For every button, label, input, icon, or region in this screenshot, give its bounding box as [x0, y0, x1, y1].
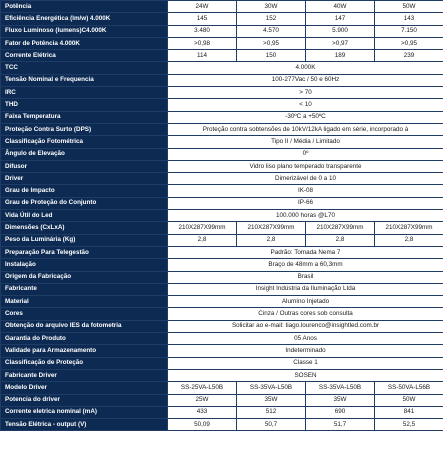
spec-value: 147 — [306, 13, 375, 25]
spec-value-merged: IK-08 — [168, 185, 443, 197]
spec-row — [1, 271, 443, 283]
spec-row — [1, 320, 443, 332]
spec-label: Faixa Temperatura — [1, 111, 168, 123]
spec-label: THD — [1, 99, 168, 111]
spec-value-merged: SOSEN — [168, 369, 443, 381]
spec-value-merged: Indeterminado — [168, 345, 443, 357]
spec-value-merged: Vidro liso plano temperado transparente — [168, 160, 443, 172]
spec-value: 5.900 — [306, 25, 375, 37]
spec-value-merged: Dimerizável de 0 a 10 — [168, 173, 443, 185]
spec-value: 7.150 — [375, 25, 443, 37]
spec-row — [1, 50, 443, 62]
spec-value: 52,5 — [375, 419, 443, 431]
spec-value-merged: 05 Anos — [168, 333, 443, 345]
spec-value-merged: < 10 — [168, 99, 443, 111]
spec-label: Modelo Driver — [1, 382, 168, 394]
spec-row — [1, 62, 443, 74]
spec-label: Potencia do driver — [1, 394, 168, 406]
spec-row — [1, 197, 443, 209]
spec-label: Corrente Elétrica — [1, 50, 168, 62]
spec-value-merged: Proteção contra sobtensões de 10kV/12kA ligado em série, incorporado à — [168, 123, 443, 135]
spec-row — [1, 148, 443, 160]
spec-label: Obtenção do arquivo IES da fotometria — [1, 320, 168, 332]
spec-row — [1, 111, 443, 123]
spec-row — [1, 357, 443, 369]
spec-value: 210X287X99mm — [237, 222, 306, 234]
spec-value: 3.480 — [168, 25, 237, 37]
spec-label: Garantia do Produto — [1, 333, 168, 345]
spec-label: Origem da Fabricação — [1, 271, 168, 283]
spec-value: 210X287X99mm — [168, 222, 237, 234]
spec-value: >0,97 — [306, 37, 375, 49]
spec-value: 2,8 — [375, 234, 443, 246]
spec-label: TCC — [1, 62, 168, 74]
spec-row — [1, 37, 443, 49]
spec-label: Peso da Luminária (Kg) — [1, 234, 168, 246]
spec-value: 35W — [237, 394, 306, 406]
spec-value-merged: Insight Indústria da Iluminação Ltda — [168, 283, 443, 295]
spec-row — [1, 13, 443, 25]
spec-value: 145 — [168, 13, 237, 25]
spec-value: 30W — [237, 1, 306, 13]
spec-value: 4.570 — [237, 25, 306, 37]
spec-value-merged: Cinza / Outras cores sob consulta — [168, 308, 443, 320]
spec-table-body — [1, 1, 443, 431]
spec-label: Fluxo Luminoso (lumens)C4.000K — [1, 25, 168, 37]
spec-row — [1, 136, 443, 148]
spec-row — [1, 419, 443, 431]
spec-label: Preparação Para Telegestão — [1, 246, 168, 258]
spec-label: Dimensões (CxLxA) — [1, 222, 168, 234]
spec-value: 50,7 — [237, 419, 306, 431]
spec-row — [1, 123, 443, 135]
spec-row — [1, 210, 443, 222]
spec-value: 114 — [168, 50, 237, 62]
spec-row — [1, 160, 443, 172]
spec-row — [1, 345, 443, 357]
spec-value: 512 — [237, 406, 306, 418]
spec-value: >0,95 — [237, 37, 306, 49]
spec-label: Fabricante Driver — [1, 369, 168, 381]
spec-row — [1, 1, 443, 13]
spec-label: Tensão Elétrica - output (V) — [1, 419, 168, 431]
spec-label: Grau de Proteção do Conjunto — [1, 197, 168, 209]
spec-label: Fabricante — [1, 283, 168, 295]
spec-value-merged: Solicitar ao e-mail: tiago.lourenco@insightled.com.br — [168, 320, 443, 332]
spec-row — [1, 87, 443, 99]
spec-label: IRC — [1, 87, 168, 99]
spec-value: SS-35VA-L50B — [306, 382, 375, 394]
spec-label: Cores — [1, 308, 168, 320]
spec-row — [1, 234, 443, 246]
spec-value: SS-35VA-L50B — [237, 382, 306, 394]
spec-value-merged: Tipo II / Média / Limitado — [168, 136, 443, 148]
spec-value-merged: Padrão: Tomada Nema 7 — [168, 246, 443, 258]
spec-value: 210X287X99mm — [375, 222, 443, 234]
spec-value-merged: -30ºC a +50ºC — [168, 111, 443, 123]
spec-label: Difusor — [1, 160, 168, 172]
spec-row — [1, 369, 443, 381]
spec-value: 841 — [375, 406, 443, 418]
spec-value-merged: Brasil — [168, 271, 443, 283]
spec-value: 2,8 — [306, 234, 375, 246]
spec-label: Validade para Armazenamento — [1, 345, 168, 357]
spec-value: 50W — [375, 1, 443, 13]
spec-value: 150 — [237, 50, 306, 62]
spec-row — [1, 246, 443, 258]
spec-row — [1, 259, 443, 271]
spec-label: Vida Útil do Led — [1, 210, 168, 222]
spec-value-merged: 0º — [168, 148, 443, 160]
spec-label: Material — [1, 296, 168, 308]
spec-value: 40W — [306, 1, 375, 13]
spec-label: Driver — [1, 173, 168, 185]
spec-value: 433 — [168, 406, 237, 418]
spec-row — [1, 185, 443, 197]
spec-value: 50W — [375, 394, 443, 406]
spec-value-merged: Alumíno Injetado — [168, 296, 443, 308]
spec-label: Tensão Nominal e Frequencia — [1, 74, 168, 86]
spec-row — [1, 406, 443, 418]
spec-label: Classificação Fotométrica — [1, 136, 168, 148]
spec-value-merged: Classe 1 — [168, 357, 443, 369]
spec-value: 210X287X99mm — [306, 222, 375, 234]
spec-row — [1, 296, 443, 308]
spec-row — [1, 382, 443, 394]
spec-row — [1, 394, 443, 406]
spec-value: 152 — [237, 13, 306, 25]
spec-value-merged: 100.000 horas @L70 — [168, 210, 443, 222]
spec-row — [1, 99, 443, 111]
spec-value: 189 — [306, 50, 375, 62]
spec-row — [1, 25, 443, 37]
spec-value: SS-50VA-L56B — [375, 382, 443, 394]
spec-value-merged: 100-277Vac / 50 e 60Hz — [168, 74, 443, 86]
spec-value: >0,98 — [168, 37, 237, 49]
spec-value: 2,8 — [168, 234, 237, 246]
spec-value: 2,8 — [237, 234, 306, 246]
spec-value-merged: IP-66 — [168, 197, 443, 209]
spec-value: 239 — [375, 50, 443, 62]
spec-value: 690 — [306, 406, 375, 418]
spec-value: 25W — [168, 394, 237, 406]
spec-row — [1, 222, 443, 234]
spec-value: 51,7 — [306, 419, 375, 431]
spec-row — [1, 308, 443, 320]
spec-row — [1, 173, 443, 185]
spec-value-merged: > 70 — [168, 87, 443, 99]
spec-label: Classificação de Proteção — [1, 357, 168, 369]
spec-row — [1, 74, 443, 86]
spec-value-merged: 4.000K — [168, 62, 443, 74]
spec-label: Grau de Impacto — [1, 185, 168, 197]
spec-value: 50,09 — [168, 419, 237, 431]
spec-label: Corrente eletrica nominal (mA) — [1, 406, 168, 418]
spec-label: Instalação — [1, 259, 168, 271]
spec-label: Eficiência Energética (lm/w) 4.000K — [1, 13, 168, 25]
spec-label: Potência — [1, 1, 168, 13]
spec-row — [1, 283, 443, 295]
spec-value-merged: Braço de 48mm a 60,3mm — [168, 259, 443, 271]
spec-value: SS-25VA-L50B — [168, 382, 237, 394]
spec-label: Ângulo de Elevação — [1, 148, 168, 160]
spec-label: Fator de Potência 4.000K — [1, 37, 168, 49]
spec-value: 143 — [375, 13, 443, 25]
spec-label: Proteção Contra Surto (DPS) — [1, 123, 168, 135]
spec-row — [1, 333, 443, 345]
spec-value: 35W — [306, 394, 375, 406]
spec-value: >0,95 — [375, 37, 443, 49]
spec-value: 24W — [168, 1, 237, 13]
